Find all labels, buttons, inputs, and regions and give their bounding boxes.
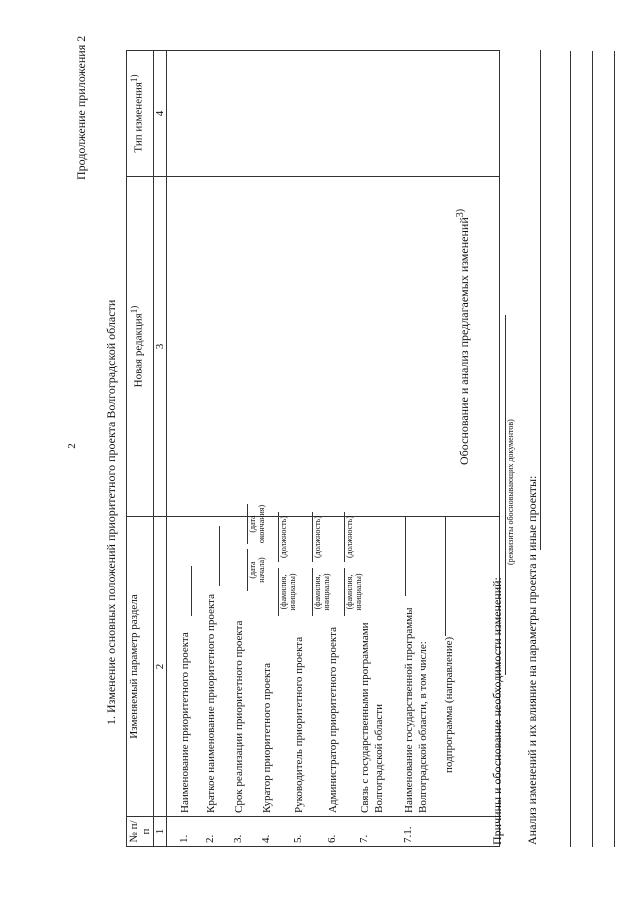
- row-text: Краткое наименование приоритетного проекта: [205, 594, 217, 813]
- col-number: 3: [154, 177, 167, 517]
- row-num: 2.: [204, 834, 216, 843]
- row-text: Администратор приоритетного проекта: [327, 627, 339, 813]
- change-type-cell: [167, 51, 500, 177]
- table-body-row: [167, 51, 500, 847]
- row-text: Наименование государственной программы Волгоградской области, в том числе:: [403, 607, 429, 813]
- caption-position: (должность): [278, 512, 288, 562]
- row-text: подпрограмма (направление): [443, 636, 455, 773]
- col-number: 1: [154, 817, 167, 847]
- fill-line: [191, 566, 192, 616]
- row-num: 1.: [178, 834, 190, 843]
- header-new-edition: Новая редакция$^{1)}$: [127, 177, 154, 517]
- numbers-cell: [167, 817, 500, 847]
- continuation-title: Продолжение приложения 2: [74, 35, 88, 180]
- caption-position: (должность): [344, 512, 354, 562]
- caption-name: (фамилия, инициалы): [344, 568, 363, 616]
- fill-line: [219, 526, 220, 586]
- page-number: 2: [66, 443, 78, 449]
- ruled-line: [570, 51, 571, 847]
- row-num: 7.1.: [402, 826, 414, 843]
- row-text: Наименование приоритетного проекта: [179, 632, 191, 813]
- analysis-line: [540, 50, 541, 550]
- fill-line: [405, 516, 406, 596]
- row-text: Руководитель приоритетного проекта: [293, 636, 305, 813]
- basis-title: Обоснование и анализ предлагаемых изменений$^{3)}$: [455, 208, 471, 465]
- row-text: Связь с государственными программами Волгоградской области: [359, 622, 385, 813]
- caption-position: (должность): [312, 512, 322, 562]
- row-text: Срок реализации приоритетного проекта: [233, 620, 245, 813]
- row-num: 7.: [358, 834, 370, 843]
- row-text: Куратор приоритетного проекта: [261, 663, 273, 813]
- header-row: [127, 51, 154, 847]
- reasons-caption: (реквизиты обосновывающих документов): [506, 419, 515, 565]
- row-num: 3.: [232, 834, 244, 843]
- row-num: 5.: [292, 834, 304, 843]
- params-cell: [167, 504, 500, 817]
- caption-name: (фамилия, инициалы): [312, 568, 331, 616]
- section-title: 1. Изменение основных положений приоритетного проекта Волгоградской области: [104, 299, 118, 725]
- ruled-line: [592, 51, 593, 847]
- row-num: 6.: [326, 834, 338, 843]
- header-change-type: Тип изменения$^{1)}$: [127, 51, 154, 177]
- analysis-label: Анализ изменений и их влияние на параметры проекта и иные проекты:: [525, 475, 539, 845]
- caption-end-date: (дата окончания): [248, 504, 266, 544]
- col-number: 2: [154, 517, 167, 817]
- ruled-line: [614, 51, 615, 847]
- col-number: 4: [154, 51, 167, 177]
- header-param: Изменяемый параметр раздела: [127, 517, 154, 817]
- row-num: 4.: [260, 834, 272, 843]
- caption-start-date: (дата начала): [247, 549, 266, 591]
- header-num: № п/п: [127, 817, 154, 847]
- new-edition-cell: [167, 177, 500, 517]
- column-numbers-row: [154, 51, 167, 847]
- fill-line: [445, 516, 446, 636]
- caption-name: (фамилия, инициалы): [278, 568, 297, 616]
- reasons-label: Причины и обоснование необходимости изменений:: [490, 577, 504, 845]
- changes-table: [126, 50, 500, 847]
